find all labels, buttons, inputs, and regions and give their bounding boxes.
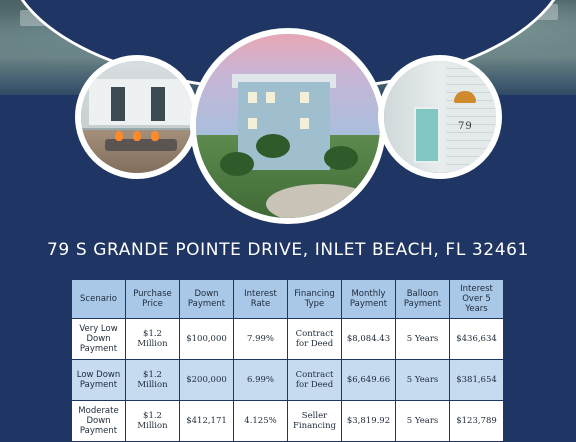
house-exterior-photo: [190, 28, 386, 224]
table-row: [72, 401, 504, 442]
cell-scenario: Moderate Down Payment: [72, 401, 126, 442]
cell-down-payment: $412,171: [180, 401, 234, 442]
cell-financing-type: Seller Financing: [288, 401, 342, 442]
cell-balloon-payment: 5 Years: [396, 401, 450, 442]
cell-scenario: Very Low Down Payment: [72, 319, 126, 360]
property-address-title: 79 S GRANDE POINTE DRIVE, INLET BEACH, FL 32461: [47, 240, 529, 260]
cell-monthly-payment: $6,649.66: [342, 360, 396, 401]
header-financing-type: Financing Type: [288, 280, 342, 319]
cell-purchase-price: $1.2 Million: [126, 319, 180, 360]
header-balloon-payment: Balloon Payment: [396, 280, 450, 319]
cell-monthly-payment: $8,084.43: [342, 319, 396, 360]
header-purchase-price: Purchase Price: [126, 280, 180, 319]
cell-financing-type: Contract for Deed: [288, 319, 342, 360]
front-door-photo: [378, 55, 502, 179]
cell-interest-over-5-years: $436,634: [450, 319, 504, 360]
cell-interest-rate: 6.99%: [234, 360, 288, 401]
cell-balloon-payment: 5 Years: [396, 319, 450, 360]
cell-financing-type: Contract for Deed: [288, 360, 342, 401]
cell-scenario: Low Down Payment: [72, 360, 126, 401]
header-monthly-payment: Monthly Payment: [342, 280, 396, 319]
header-interest-rate: Interest Rate: [234, 280, 288, 319]
lamp-icon: [454, 91, 476, 103]
porch-firepit-photo: [75, 55, 199, 179]
cell-down-payment: $200,000: [180, 360, 234, 401]
table-row: [72, 360, 504, 401]
header-down-payment: Down Payment: [180, 280, 234, 319]
house-number: 79: [458, 121, 473, 132]
cell-monthly-payment: $3,819.92: [342, 401, 396, 442]
cell-purchase-price: $1.2 Million: [126, 401, 180, 442]
cell-purchase-price: $1.2 Million: [126, 360, 180, 401]
financing-scenarios-table: [71, 279, 504, 442]
cell-interest-over-5-years: $381,654: [450, 360, 504, 401]
cell-interest-over-5-years: $123,789: [450, 401, 504, 442]
table-row: [72, 319, 504, 360]
cell-balloon-payment: 5 Years: [396, 360, 450, 401]
cell-interest-rate: 4.125%: [234, 401, 288, 442]
cell-down-payment: $100,000: [180, 319, 234, 360]
header-interest-over-5-years: Interest Over 5 Years: [450, 280, 504, 319]
header-scenario: Scenario: [72, 280, 126, 319]
cell-interest-rate: 7.99%: [234, 319, 288, 360]
table-header-row: [72, 280, 504, 319]
